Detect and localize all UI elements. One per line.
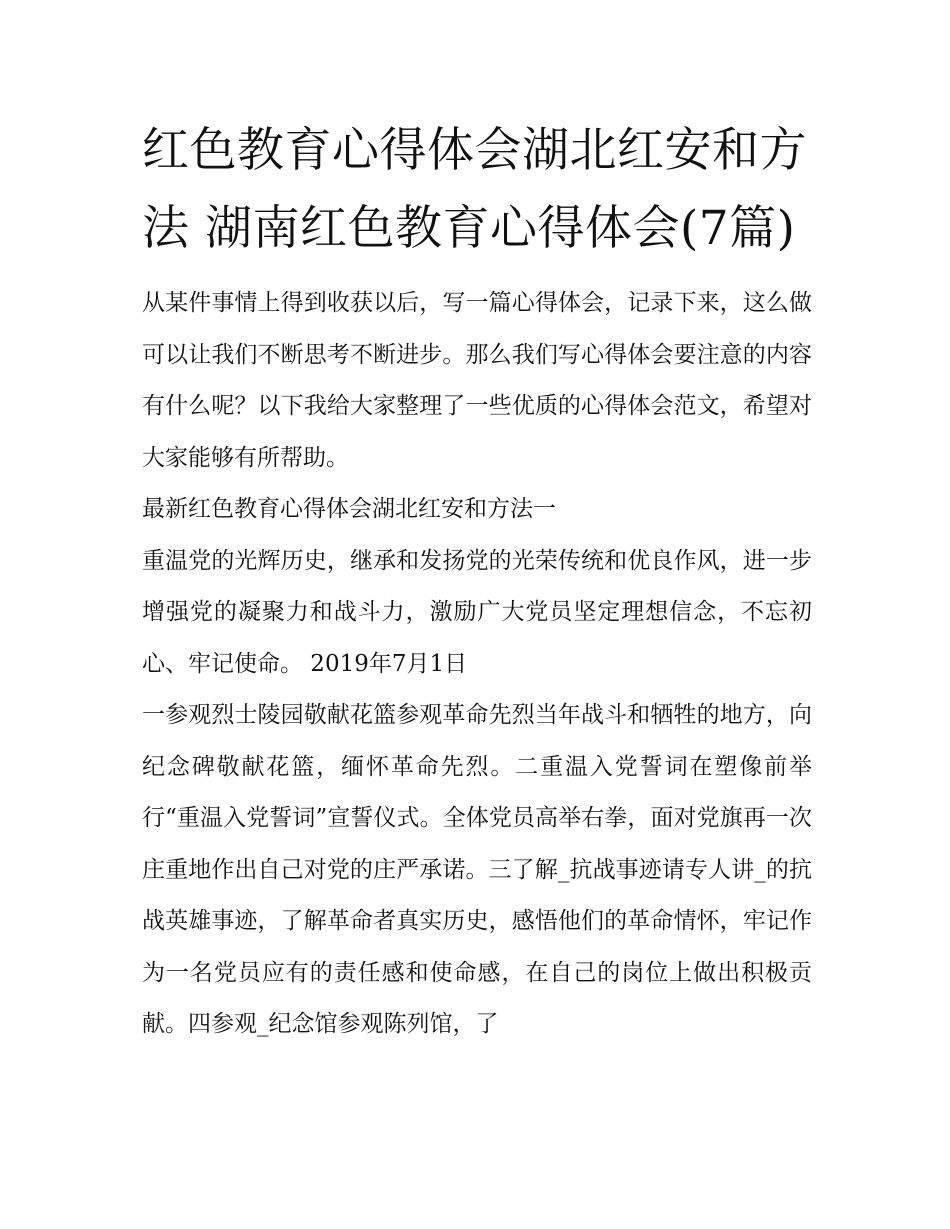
activities-paragraph: 一参观烈士陵园敬献花篮参观革命先烈当年战斗和牺牲的地方，向纪念碑敬献花篮，缅怀革命先烈。二重温入党誓词在塑像前举行“重温入党誓词”宣誓仪式。全体党员高举右拳，面对党旗再一次庄重地作出自己对党的庄严承诺。三了解_抗战事迹请专人讲_的抗战英雄事迹，了解革命者真实历史，感悟他们的革命情怀，牢记作为一名党员应有的责任感和使命感，在自己的岗位上做出积极贡献。四参观_纪念馆参观陈列馆，了 bbox=[142, 702, 812, 1037]
document-page bbox=[142, 112, 812, 1051]
intro-paragraph: 从某件事情上得到收获以后，写一篇心得体会，记录下来，这么做可以让我们不断思考不断进步。那么我们写心得体会要注意的内容有什么呢？以下我给大家整理了一些优质的心得体会范文，希望对大家能够有所帮助。 bbox=[142, 290, 812, 471]
purpose-paragraph: 重温党的光辉历史，继承和发扬党的光荣传统和优良作风，进一步增强党的凝聚力和战斗力，激励广大党员坚定理想信念，不忘初心、牢记使命。 2019年7月1日 bbox=[142, 547, 812, 677]
section-heading: 最新红色教育心得体会湖北红安和方法一 bbox=[142, 496, 556, 522]
document-title: 红色教育心得体会湖北红安和方法 湖南红色教育心得体会(7篇) bbox=[142, 123, 807, 256]
